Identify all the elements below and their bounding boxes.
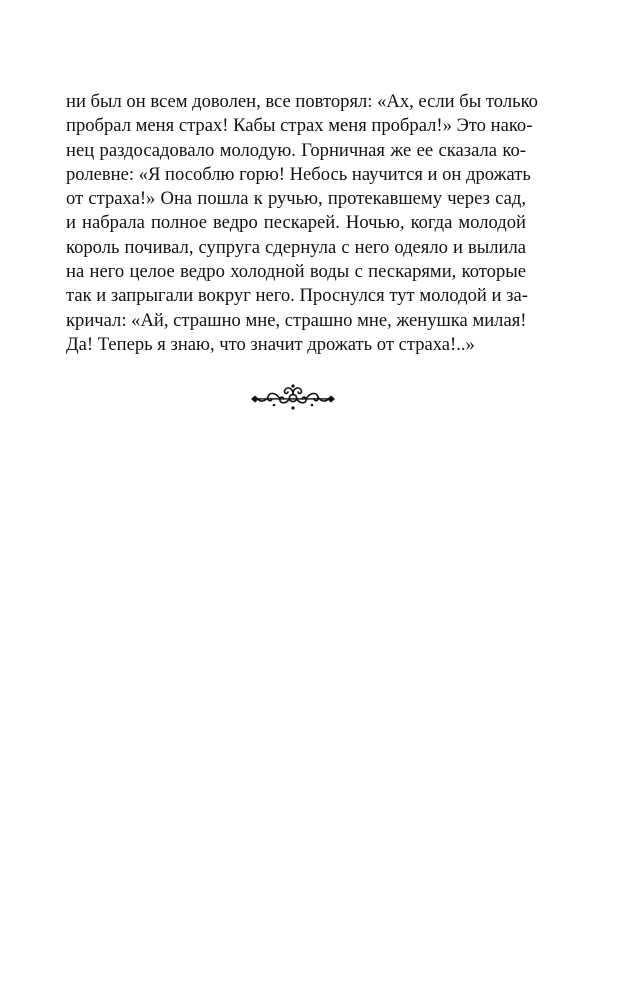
flourish-divider-icon	[250, 378, 336, 414]
text-line: и набрала полное ведро пескарей. Ночью, когда молодой	[66, 212, 526, 234]
text-line: так и запрыгали вокруг него. Проснулся тут молодой и за-	[66, 285, 528, 307]
text-line: ни был он всем доволен, все повторял: «Ах, если бы только	[66, 91, 538, 112]
story-text	[66, 90, 538, 357]
text-line: ролевне: «Я пособлю горю! Небось научится и он дрожать	[66, 163, 531, 185]
text-line: король почивал, супруга сдернула с него одеяло и вылила	[66, 236, 526, 258]
text-line: кричал: «Ай, страшно мне, страшно мне, женушка милая!	[66, 309, 527, 331]
text-line: пробрал меня страх! Кабы страх меня пробрал!» Это нако-	[66, 115, 533, 137]
text-line: нец раздосадовало молодую. Горничная же ее сказала ко-	[66, 139, 526, 161]
text-line: Да! Теперь я знаю, что значит дрожать от страха!..»	[66, 333, 475, 355]
text-line: от страха!» Она пошла к ручью, протекавшему через сад,	[66, 188, 526, 210]
text-line: на него целое ведро холодной воды с пескарями, которые	[66, 261, 526, 283]
